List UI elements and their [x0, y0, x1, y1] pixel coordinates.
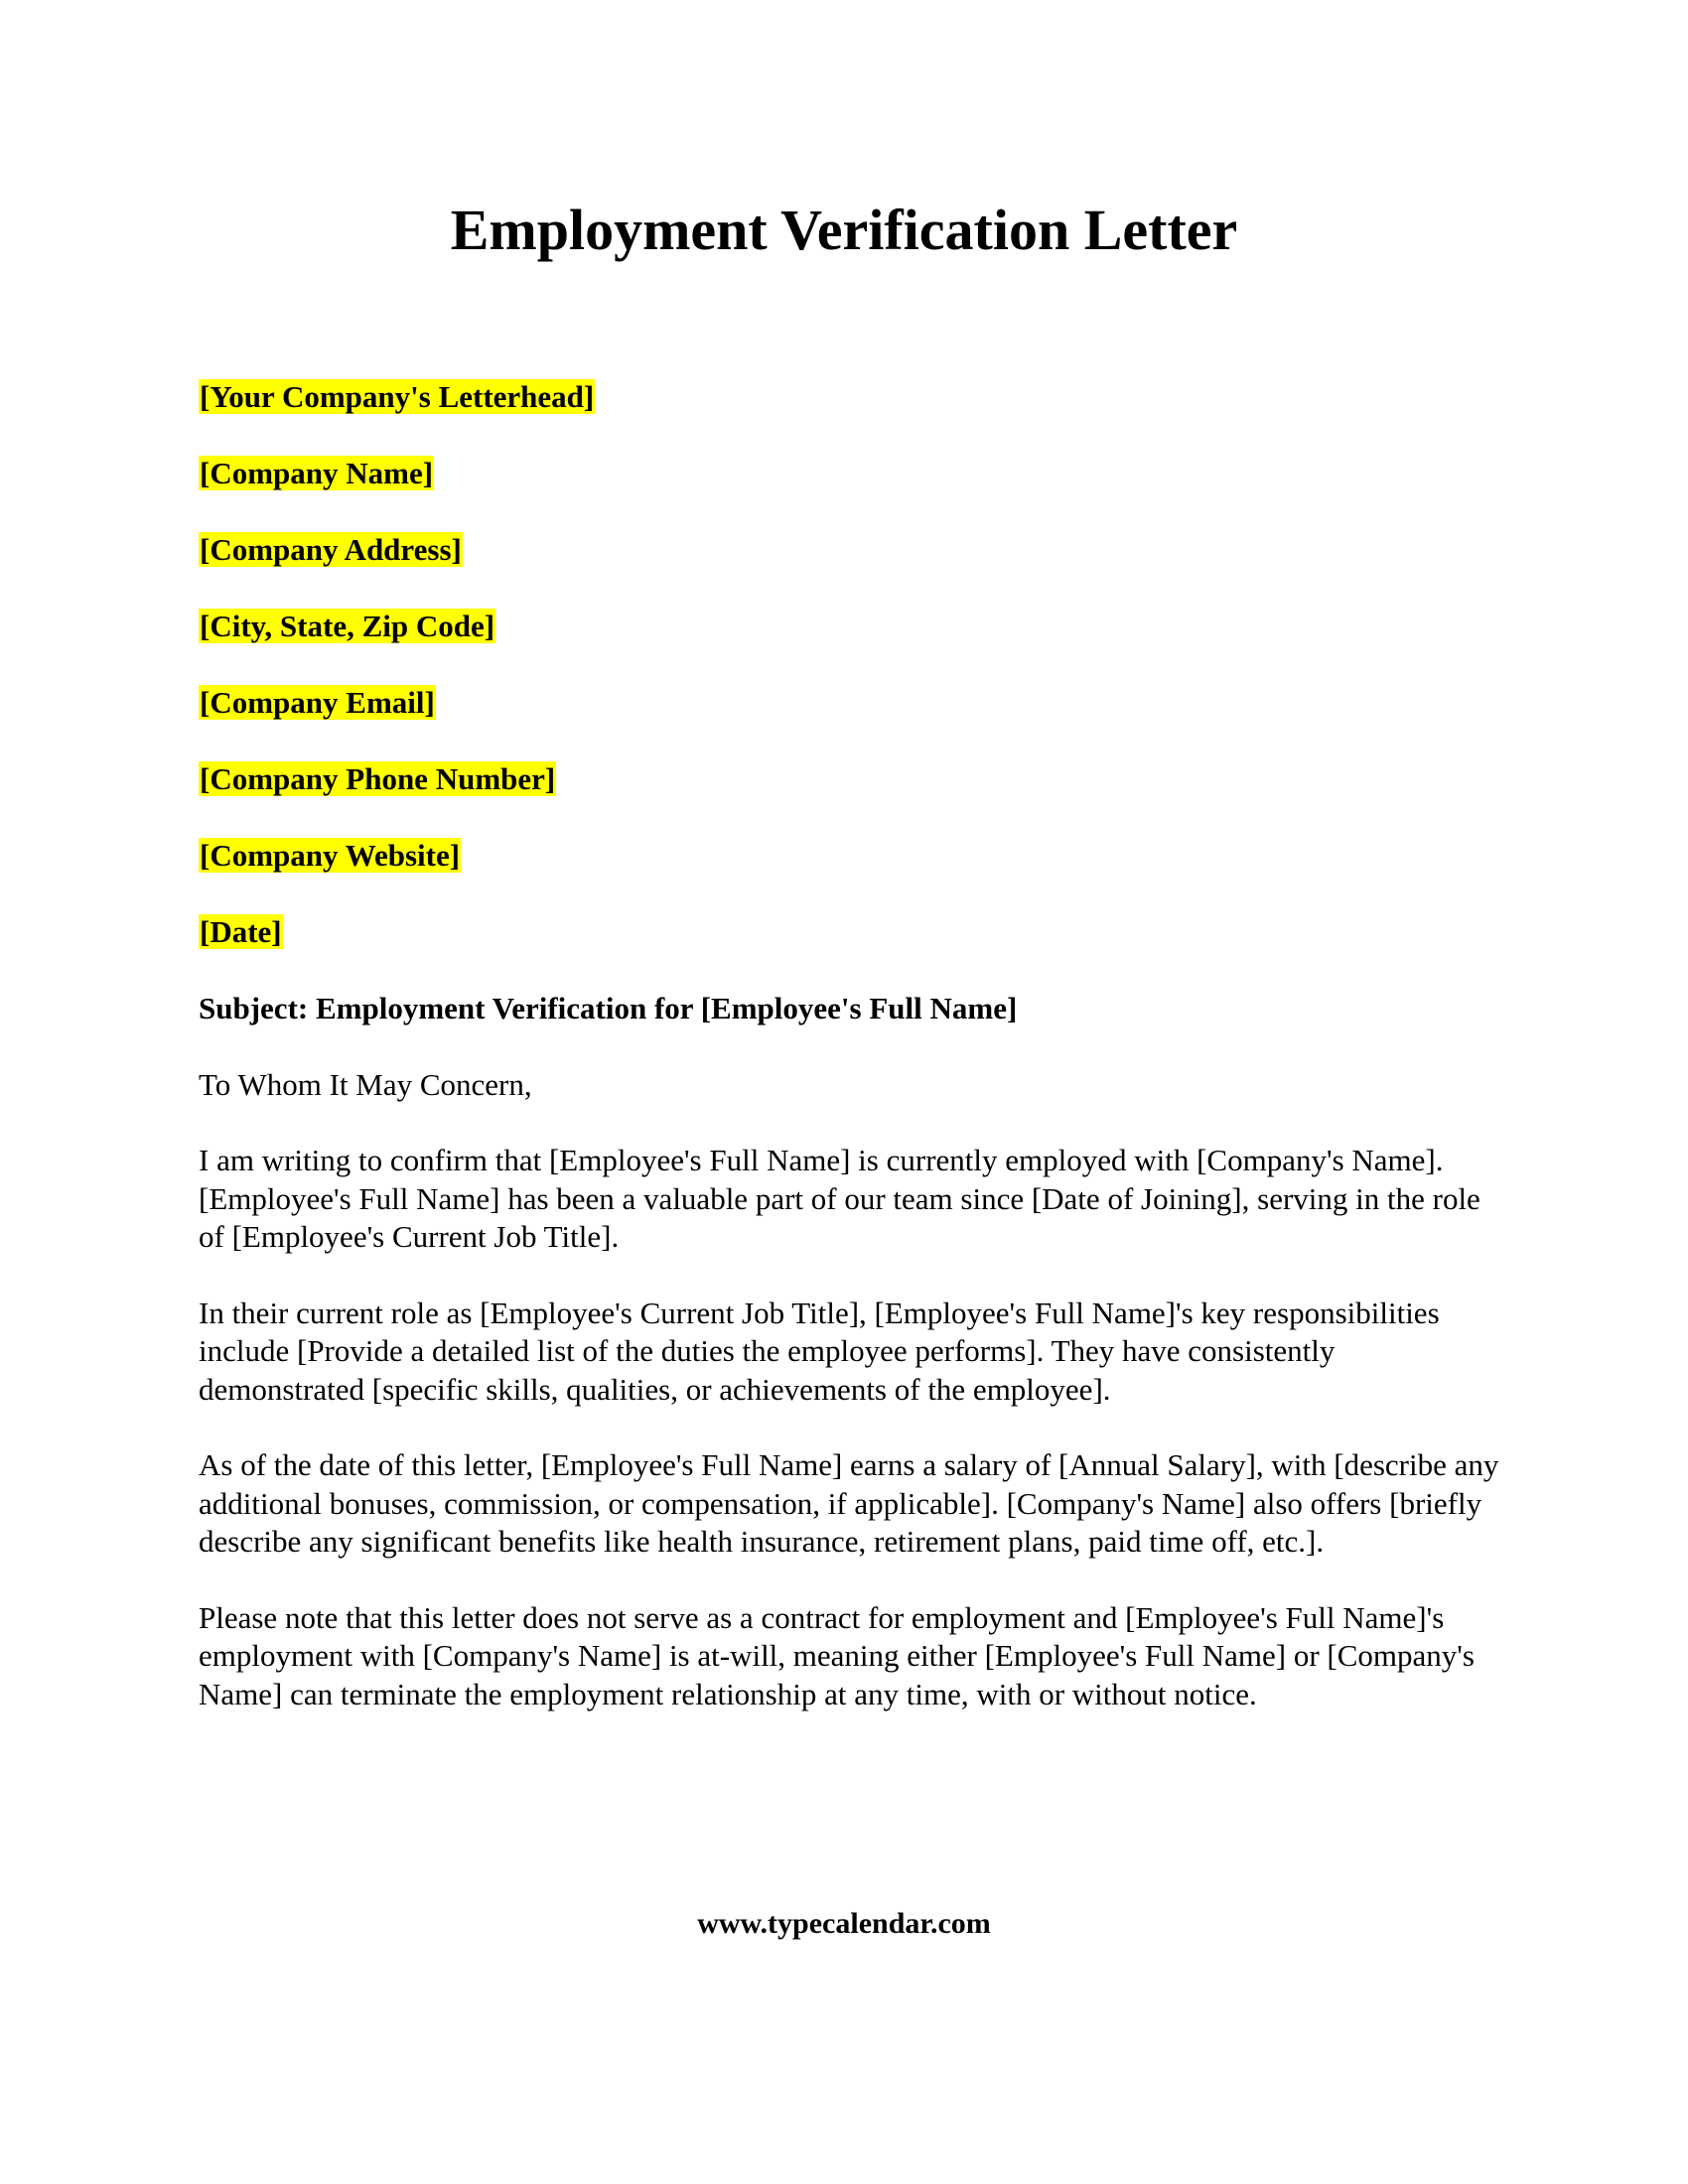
- paragraph-responsibilities: In their current role as [Employee's Current Job Title], [Employee's Full Name]'s key responsibilities include [Provide a detailed list of the duties the employee performs]. They have consistently demonstrated [specific skills, qualities, or achievements of the employee].: [199, 1295, 1440, 1407]
- paragraph-confirmation: I am writing to confirm that [Employee's Full Name] is currently employed with [Company's Name]. [Employee's Full Name] has been a valuable part of our team since [Date of Joining], serving in the role of [Employee's Current Job Title].: [199, 1143, 1480, 1254]
- company-website-placeholder: [Company Website]: [200, 838, 461, 873]
- city-state-zip-field: [199, 607, 1499, 683]
- company-website-field: [199, 836, 1499, 912]
- letter-body: [199, 377, 1499, 1751]
- subject-line: Subject: Employment Verification for [Employee's Full Name]: [199, 991, 1018, 1025]
- letterhead-placeholder: [Your Company's Letterhead]: [200, 379, 595, 414]
- city-state-zip-placeholder: [City, State, Zip Code]: [200, 609, 495, 643]
- letterhead-field: [199, 377, 1499, 454]
- company-name-field: [199, 454, 1499, 530]
- company-phone-placeholder: [Company Phone Number]: [200, 761, 556, 796]
- company-email-field: [199, 683, 1499, 759]
- company-address-field: [199, 530, 1499, 607]
- company-address-placeholder: [Company Address]: [200, 532, 462, 567]
- date-field: [199, 912, 1499, 989]
- paragraph-salary: As of the date of this letter, [Employee's Full Name] earns a salary of [Annual Salary], with [describe any additional bonuses, commission, or compensation, if applicable]. [Company's Name] also offers [briefly describe any significant benefits like health insurance, retirement plans, paid time off, etc.].: [199, 1447, 1499, 1559]
- company-name-placeholder: [Company Name]: [200, 456, 434, 490]
- footer-website: www.typecalendar.com: [697, 1907, 991, 1940]
- company-email-placeholder: [Company Email]: [200, 685, 435, 720]
- paragraph-at-will: Please note that this letter does not serve as a contract for employment and [Employee's Full Name]'s employment with [Company's Name] is at-will, meaning either [Employee's Full Name] or [Company's Name] can terminate the employment relationship at any time, with or without notice.: [199, 1599, 1475, 1711]
- company-phone-field: [199, 759, 1499, 836]
- document-title: Employment Verification Letter: [450, 198, 1238, 262]
- date-placeholder: [Date]: [200, 914, 282, 949]
- greeting: To Whom It May Concern,: [199, 1067, 532, 1102]
